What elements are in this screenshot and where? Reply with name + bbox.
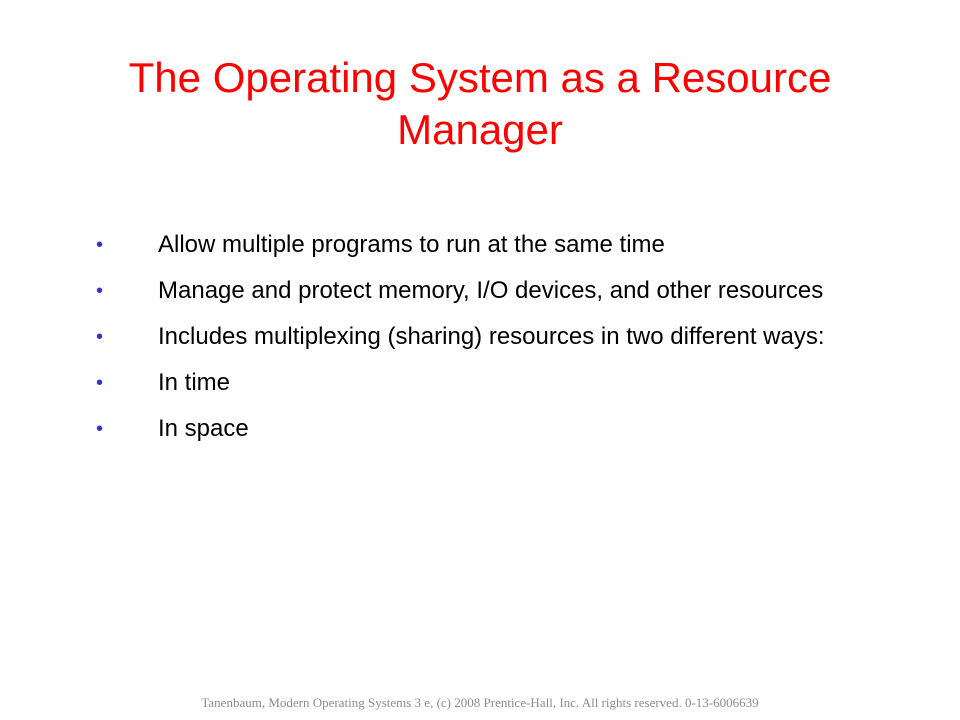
bullet-dot-icon: • — [96, 234, 104, 256]
bullet-item — [96, 274, 856, 308]
bullet-item — [96, 366, 856, 400]
bullet-text: Manage and protect memory, I/O devices, and other resources — [158, 277, 824, 304]
slide-title: The Operating System as a Resource Manager — [128, 54, 832, 153]
bullet-dot-icon: • — [96, 372, 104, 394]
bullet-item — [96, 320, 856, 354]
bullet-text: In time — [158, 369, 231, 396]
bullet-dot-icon: • — [96, 326, 104, 348]
bullet-dot-icon: • — [96, 418, 104, 440]
bullet-text: Allow multiple programs to run at the same time — [158, 231, 665, 258]
slide-footer: Tanenbaum, Modern Operating Systems 3 e, (c) 2008 Prentice-Hall, Inc. All rights reserved. 0-13-6006639 — [201, 695, 759, 710]
bullet-item — [96, 228, 856, 262]
bullet-text: Includes multiplexing (sharing) resources in two different ways: — [158, 323, 825, 350]
bullet-dot-icon: • — [96, 280, 104, 302]
bullet-item — [96, 412, 856, 446]
bullet-list — [96, 228, 856, 458]
bullet-text: In space — [158, 415, 249, 442]
